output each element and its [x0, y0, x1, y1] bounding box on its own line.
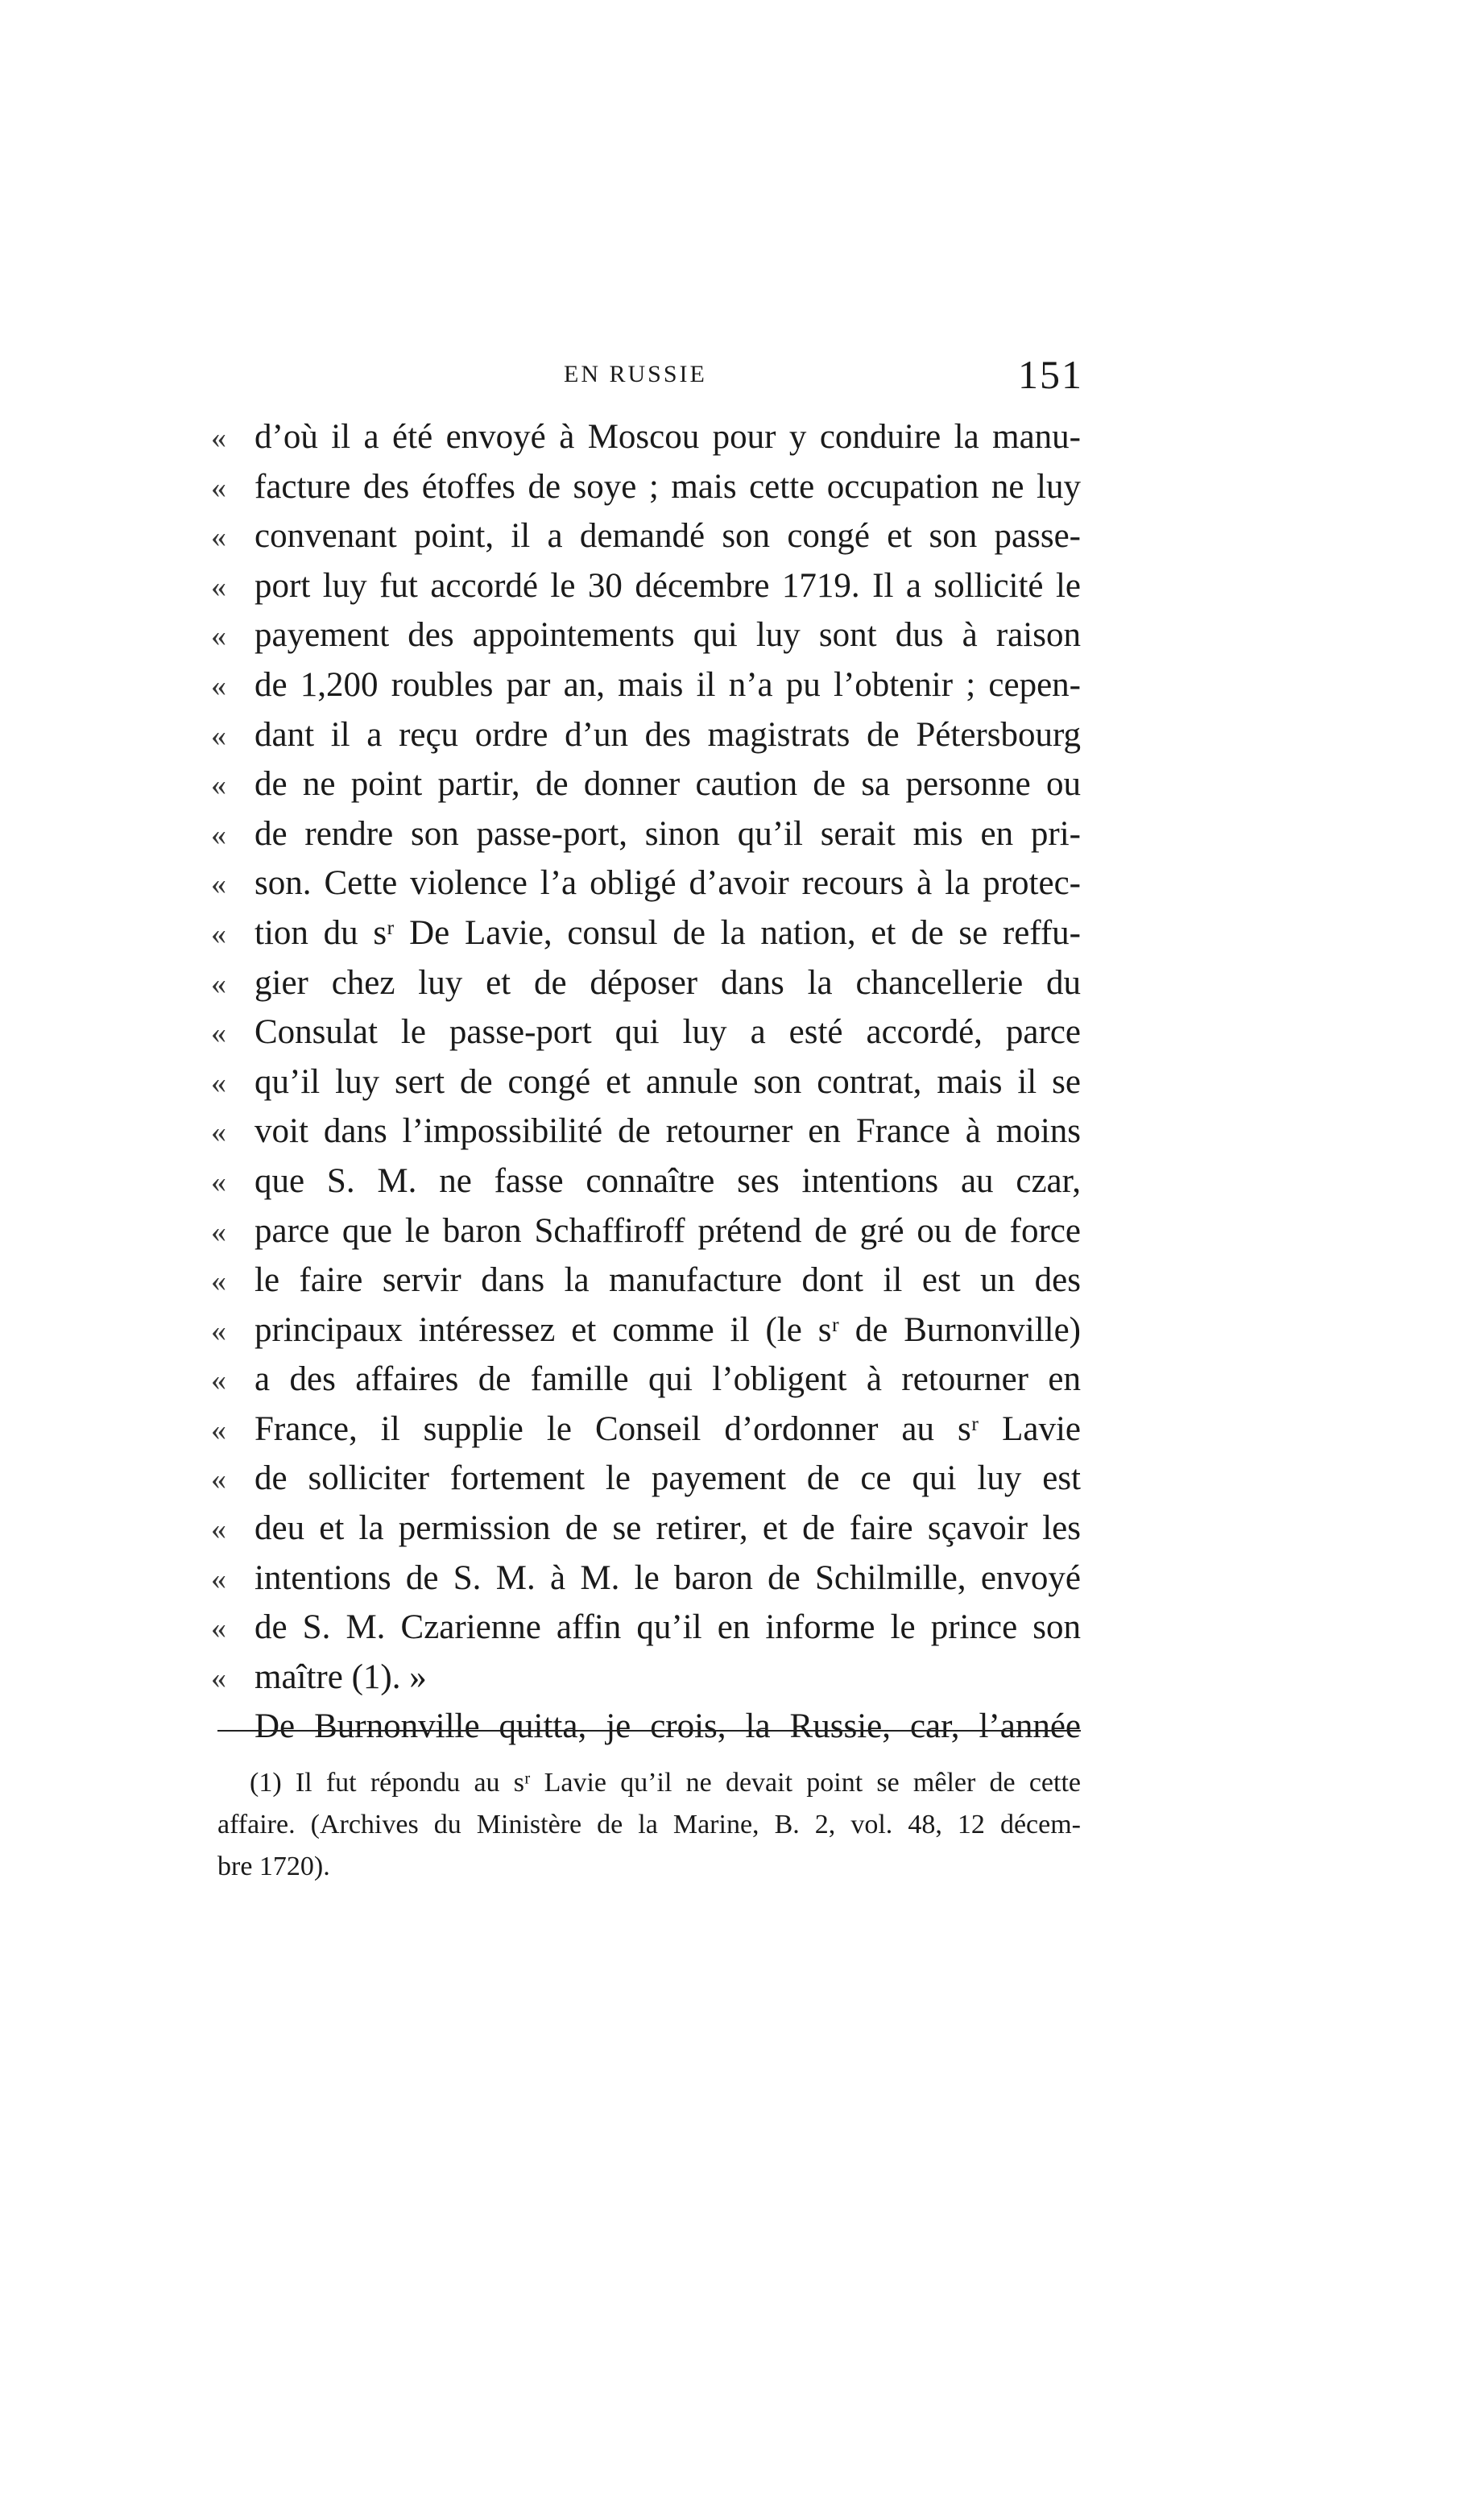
line-text: a des affaires de famille qui l’obligent à retourner en — [254, 1360, 1081, 1399]
quote-mark: « — [211, 1363, 226, 1398]
quote-mark: « — [211, 817, 226, 852]
quote-mark: « — [211, 1562, 226, 1596]
quote-mark: « — [211, 1115, 226, 1150]
line-text: France, il supplie le Conseil d’ordonner au sʳ Lavie — [254, 1409, 1081, 1448]
footnote — [217, 1762, 1081, 1888]
quote-mark: « — [211, 470, 226, 505]
text-line — [211, 1653, 1081, 1703]
line-text: tion du sʳ De Lavie, consul de la nation, et de se reffu- — [254, 913, 1081, 952]
line-text: le faire servir dans la manufacture dont il est un des — [254, 1261, 1081, 1300]
quote-mark: « — [211, 1661, 226, 1695]
text-line — [211, 1355, 1081, 1405]
line-text: facture des étoffes de soye ; mais cette occupation ne luy — [254, 467, 1081, 506]
quote-mark: « — [211, 768, 226, 803]
text-line — [211, 1603, 1081, 1653]
quote-mark: « — [211, 1413, 226, 1447]
line-text: principaux intéressez et comme il (le sʳ de Burnonville) — [254, 1310, 1081, 1349]
line-text: de 1,200 roubles par an, mais il n’a pu l’obtenir ; cepen- — [254, 665, 1081, 704]
line-text: deu et la permission de se retirer, et de faire sçavoir les — [254, 1509, 1081, 1548]
footnote-line: bre 1720). — [217, 1852, 330, 1881]
quote-mark: « — [211, 520, 226, 555]
footnote-line: (1) Il fut répondu au sʳ Lavie qu’il ne devait point se mêler de cette — [250, 1768, 1081, 1798]
quote-mark: « — [211, 1016, 226, 1051]
text-line — [211, 660, 1081, 710]
line-text: Consulat le passe-port qui luy a esté accordé, parce — [254, 1013, 1081, 1052]
text-line — [211, 462, 1081, 512]
quote-mark: « — [211, 619, 226, 654]
text-line — [211, 1702, 1081, 1752]
line-text: de S. M. Czarienne affin qu’il en informe le prince son — [254, 1608, 1081, 1647]
running-head: EN RUSSIE — [564, 361, 707, 387]
body-text — [211, 412, 1081, 1752]
line-text: port luy fut accordé le 30 décembre 1719. Il a sollicité le — [254, 566, 1081, 605]
text-line — [211, 412, 1081, 462]
line-text: que S. M. ne fasse connaître ses intentions au czar, — [254, 1161, 1081, 1200]
quote-mark: « — [211, 1066, 226, 1100]
quote-mark: « — [211, 1214, 226, 1249]
footnote-line: affaire. (Archives du Ministère de la Marine, B. 2, vol. 48, 12 décem- — [217, 1810, 1081, 1839]
text-line — [211, 1554, 1081, 1603]
footnote-rule — [217, 1730, 1081, 1732]
line-text: voit dans l’impossibilité de retourner en France à moins — [254, 1112, 1081, 1151]
quote-mark: « — [211, 1165, 226, 1199]
text-line — [211, 710, 1081, 760]
quote-mark: « — [211, 668, 226, 703]
line-text: convenant point, il a demandé son congé et son passe- — [254, 517, 1081, 556]
line-text: parce que le baron Schaffiroff prétend de gré ou de force — [254, 1211, 1081, 1250]
text-line — [211, 561, 1081, 611]
quote-mark: « — [211, 867, 226, 902]
line-text: de ne point partir, de donner caution de sa personne ou — [254, 765, 1081, 804]
text-line — [211, 958, 1081, 1008]
text-line — [211, 1504, 1081, 1554]
page-number: 151 — [1018, 352, 1083, 397]
line-text: dant il a reçu ordre d’un des magistrats de Pétersbourg — [254, 715, 1081, 754]
text-line — [211, 610, 1081, 660]
text-line — [211, 1306, 1081, 1355]
line-text: maître (1). » — [254, 1657, 427, 1696]
text-line — [211, 1107, 1081, 1157]
text-line — [211, 1206, 1081, 1256]
line-text: son. Cette violence l’a obligé d’avoir recours à la protec- — [254, 864, 1081, 903]
text-line — [211, 759, 1081, 809]
quote-mark: « — [211, 569, 226, 604]
quote-mark: « — [211, 1612, 226, 1646]
text-line — [211, 511, 1081, 561]
line-text: de solliciter fortement le payement de ce qui luy est — [254, 1459, 1081, 1498]
quote-mark: « — [211, 1314, 226, 1348]
line-text: intentions de S. M. à M. le baron de Schilmille, envoyé — [254, 1558, 1081, 1597]
quote-mark: « — [211, 917, 226, 951]
quote-mark: « — [211, 718, 226, 753]
text-line — [211, 809, 1081, 859]
text-line — [211, 1057, 1081, 1107]
quote-mark: « — [211, 966, 226, 1001]
text-line — [211, 859, 1081, 908]
line-text: de rendre son passe-port, sinon qu’il serait mis en pri- — [254, 814, 1081, 853]
text-line — [211, 1256, 1081, 1306]
text-line — [211, 1454, 1081, 1504]
line-text: qu’il luy sert de congé et annule son contrat, mais il se — [254, 1062, 1081, 1101]
quote-mark: « — [211, 1264, 226, 1299]
line-text: payement des appointements qui luy sont dus à raison — [254, 616, 1081, 655]
line-text: gier chez luy et de déposer dans la chancellerie du — [254, 963, 1081, 1002]
text-line — [211, 1008, 1081, 1057]
closing-line: De Burnonville quitta, je crois, la Russie, car, l’année — [254, 1707, 1081, 1746]
quote-mark: « — [211, 421, 226, 455]
quote-mark: « — [211, 1512, 226, 1547]
text-line — [211, 1157, 1081, 1206]
text-line — [211, 1405, 1081, 1454]
quote-mark: « — [211, 1463, 226, 1497]
line-text: d’où il a été envoyé à Moscou pour y conduire la manu- — [254, 418, 1081, 456]
text-line — [211, 908, 1081, 958]
